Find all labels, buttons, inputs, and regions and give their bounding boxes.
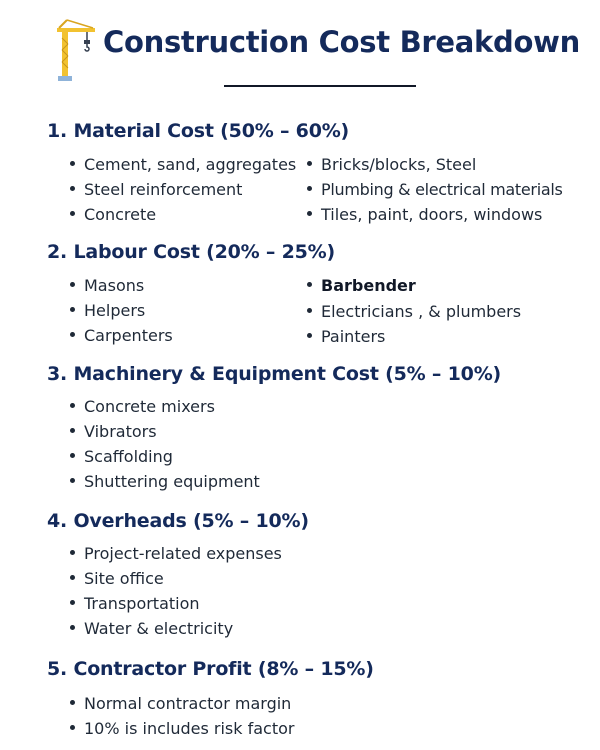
section-title-contractor-profit: 5. Contractor Profit (8% – 15%) xyxy=(47,658,374,680)
bullet-icon xyxy=(70,600,75,605)
title-divider xyxy=(224,85,416,87)
list-item: Transportation xyxy=(70,594,200,613)
bullet-icon xyxy=(307,282,312,287)
list-item: Masons xyxy=(70,276,144,295)
list-item: Cement, sand, aggregates xyxy=(70,155,296,174)
list-item: Electricians , & plumbers xyxy=(307,302,521,321)
list-item: Site office xyxy=(70,569,164,588)
section-title-machinery-cost: 3. Machinery & Equipment Cost (5% – 10%) xyxy=(47,363,502,385)
list-item: Tiles, paint, doors, windows xyxy=(307,205,542,224)
list-item: Concrete mixers xyxy=(70,397,215,416)
page-title: Construction Cost Breakdown xyxy=(103,25,580,59)
list-item: Bricks/blocks, Steel xyxy=(307,155,476,174)
list-item: Steel reinforcement xyxy=(70,180,242,199)
bullet-icon xyxy=(307,211,312,216)
bullet-icon xyxy=(70,161,75,166)
bullet-icon xyxy=(70,700,75,705)
list-item: Scaffolding xyxy=(70,447,173,466)
bullet-icon xyxy=(70,307,75,312)
list-item: Shuttering equipment xyxy=(70,472,260,491)
list-item: Water & electricity xyxy=(70,619,233,638)
section-title-overheads: 4. Overheads (5% – 10%) xyxy=(47,510,309,532)
list-item: Painters xyxy=(307,327,385,346)
bullet-icon xyxy=(70,428,75,433)
bullet-icon xyxy=(70,211,75,216)
bullet-icon xyxy=(70,282,75,287)
list-item: 10% is includes risk factor xyxy=(70,719,295,738)
list-item: Plumbing & electrical materials xyxy=(307,180,563,199)
section-title-material-cost: 1. Material Cost (50% – 60%) xyxy=(47,120,350,142)
bullet-icon xyxy=(70,550,75,555)
bullet-icon xyxy=(70,403,75,408)
bullet-icon xyxy=(307,186,312,191)
bullet-icon xyxy=(70,478,75,483)
list-item: Helpers xyxy=(70,301,145,320)
bullet-icon xyxy=(70,332,75,337)
bullet-icon xyxy=(70,453,75,458)
bullet-icon xyxy=(70,575,75,580)
bullet-icon xyxy=(70,186,75,191)
bullet-icon xyxy=(70,625,75,630)
section-title-labour-cost: 2. Labour Cost (20% – 25%) xyxy=(47,241,336,263)
list-item: Concrete xyxy=(70,205,156,224)
list-item: Normal contractor margin xyxy=(70,694,291,713)
list-item: Barbender xyxy=(307,276,416,295)
bullet-icon xyxy=(70,725,75,730)
list-item: Vibrators xyxy=(70,422,157,441)
bullet-icon xyxy=(307,308,312,313)
list-item: Project-related expenses xyxy=(70,544,282,563)
list-item: Carpenters xyxy=(70,326,173,345)
bullet-icon xyxy=(307,333,312,338)
bullet-icon xyxy=(307,161,312,166)
crane-icon xyxy=(53,14,99,86)
